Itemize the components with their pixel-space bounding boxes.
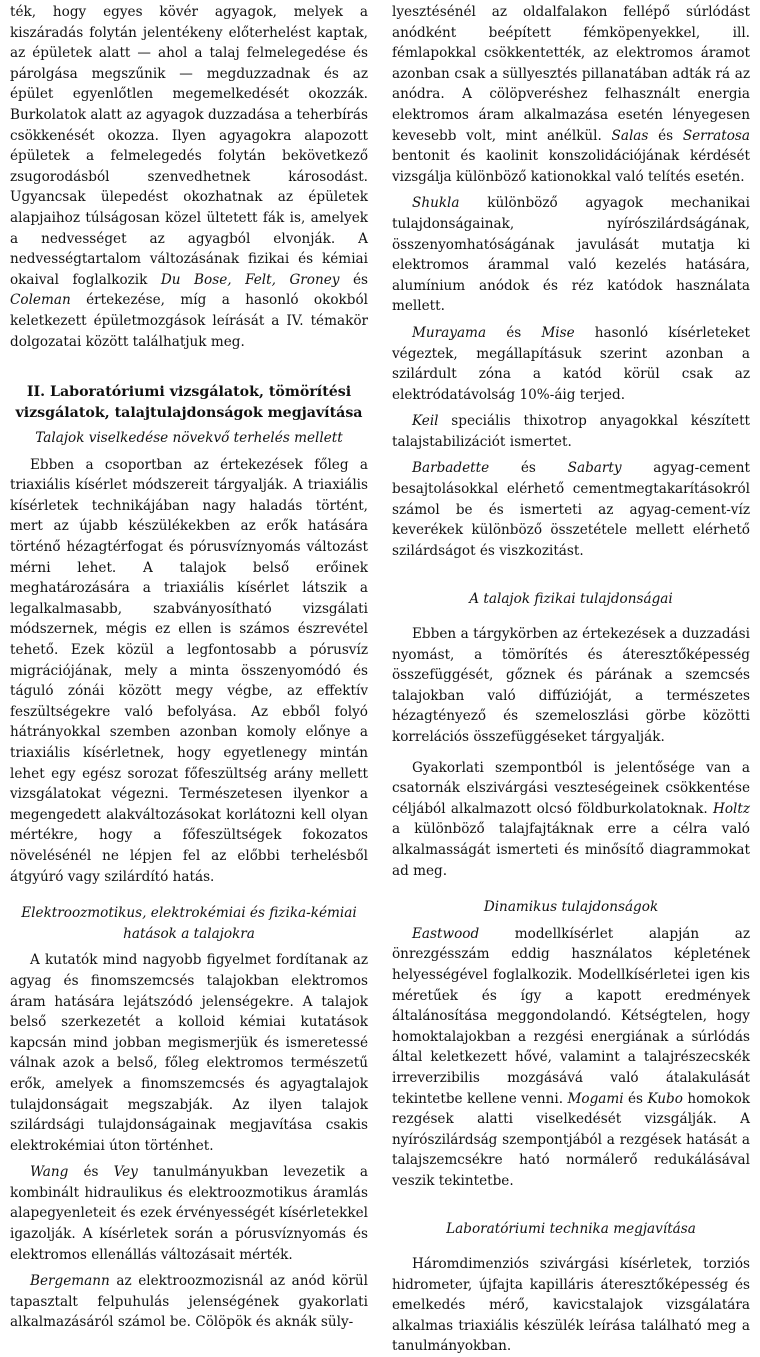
subsection-title: Dinamikus tulajdonságok <box>483 899 659 916</box>
subsection-title: Laboratóriumi technika megjavítása <box>446 1221 696 1238</box>
paragraph: A kutatók mind nagyobb figyelmet fordítanak az agyag és finomszemcsés talajokban elektromos áram hatására lejátszódó jelenségekre. A talajok belső szerkezetét a kolloid kémiai kutatások kapcsán mind jobban megismerjük és ismeretessé válnak azok a belső, főleg elektromos természetű erők, amelyek a finomszemcsés és agyagtalajok tulajdonságait megszabják. Az ilyen talajok szilárdsági tulajdonságainak megjavítása csakis elektrokémiai úton történhet. <box>10 952 368 1154</box>
paragraph: Ebben a csoportban az értekezések főleg a triaxiális kísérlet módszereit tárgyalják. A triaxiális kísérletek technikájában nagy haladás történt, mert az újabb készülékekben az erők hatására történő hézagtérfogat és pórusvíznyomás változást mérni lehet. A talajok belső erőinek meghatározására a triaxiális kísérlet látszik a legalkalmasabb, szabványosítható vizsgálati módszernek, mégis ez ellen is számos észrevétel tehető. Ezek közül a legfontosabb a pórusvíz migrációjának, mely a minta összenyomódó és táguló zónái között megy végbe, az effektív feszültségekre való befolyása. Az ebből folyó hátrányokkal szemben azonban komoly előnye a triaxiális kísérletnek, hogy egyetlenegy mintán lehet egy egész sorozat főfeszültség arány mellett vizsgálatokat végezni. Természetesen ilyenkor a megengedett alakváltozásokat korlátozni kell olyan mértékre, hogy a főfeszültségek fokozatos növelésénél ne lépjen fel az előbbi terhelésből átgyúró vagy szilárdító hatás. <box>10 456 368 885</box>
paragraph: ték, hogy egyes kövér agyagok, melyek a kiszáradás folytán jelentékeny előterhelést kaptak, az épületek alatt — ahol a talaj felmelegedése és párolgása megszűnik — megduzzadnak és az épület egyenlőtlen megemelkedését okozzák. Burkolatok alatt az agyagok duzzadása a teherbírás csökkenését okozza. Ilyen agyagokra alapozott épületek a felmelegedés folytán bekövetkező zsugorodásból szenvedhetnek károsodást. Ugyancsak ülepedést okozhatnak az épületek alapjaihoz túlságosan közel ültetett fák is, amelyek a nedvességet az agyagból elvonják. A nedvességtartalom változásának fizikai és kémiai okaival foglalkozik Du Bose, Felt, Groney és Coleman értekezése, míg a hasonló okokból keletkezett épületmozgások leírását a IV. témakör dolgozatai között találhatjuk meg. <box>10 4 368 350</box>
left-column <box>10 2 368 1333</box>
subsection-title: A talajok fizikai tulajdonságai <box>469 591 673 608</box>
paragraph: Háromdimenziós szivárgási kísérletek, torziós hidrometer, újfajta kapilláris áteresztőképesség és emelkedés mérő, kavicstalajok vizsgálatára alkalmas triaxiális készülék leírása található meg a tanulmányokban. <box>392 1256 750 1355</box>
paragraph: Bergemann az elektroozmozisnál az anód körül tapasztalt felpuhulás jelenségének gyakorlati alkalmazásáról számol be. Cölöpök és aknák süly- <box>10 1273 368 1331</box>
paragraph: Eastwood modellkísérlet alapján az önrezgésszám eddig használatos képletének helyességével foglalkozik. Modellkísérletei igen kis méretűek és így a kapott eredmények általánosítása meggondolandó. Kétségtelen, hogy homoktalajokban a rezgési energiának a súrlódás által keletkezett hővé, valamint a talajrészecskék irreverzibilis mozgásává való átalakulását tekintetbe kellene venni. Mogami és Kubo homokok rezgések alatti viselkedését vizsgálják. A nyírószilárdság szempontjából a rezgések hatását a talajszemcsékre ható normálerő redukálásával veszik tekintetbe. <box>392 925 750 1189</box>
subsection-title: Talajok viselkedése növekvő terhelés mellett <box>35 430 343 447</box>
paragraph: Shukla különböző agyagok mechanikai tulajdonságainak, nyírószilárdságának, összenyomhatóságának javulását mutatja ki elektromos árammal való kezelés hatására, alumínium anódok és réz katódok használata mellett. <box>392 195 750 315</box>
paragraph: lyesztésénél az oldalfalakon fellépő súrlódást anódként beépített fémköpenyekkel, ill. fémlapokkal csökkentették, az elektromos áramot azonban csak a süllyesztés pillanatában adták rá az anódra. A cölöpveréshez felhasznált energia elektromos áram alkalmazása esetén lényegesen kevesebb volt, mint anélkül. Salas és Serratosa bentonit és kaolinit konszolidációjának kérdését vizsgálja különböző kationokkal való telítés esetén. <box>392 4 750 185</box>
subsection-title: Elektroozmotikus, elektrokémiai és fizika-kémiai hatások a talajokra <box>21 905 357 942</box>
paragraph: Gyakorlati szempontból is jelentősége van a csatornák elszivárgási veszteségeinek csökkentése céljából alkalmazott olcsó földburkolatoknak. Holtz a különböző talajfajtáknak erre a célra való alkalmasságát ismerteti és minősítő diagrammokat ad meg. <box>392 759 750 879</box>
paragraph: Ebben a tárgykörben az értekezések a duzzadási nyomást, a tömörítés és áteresztőképesség összefüggését, gőznek és párának a szemcsés talajokban való diffúzióját, a természetes hézagtényező és szemeloszlási görbe közötti korrelációs összefüggéseket tárgyalják. <box>392 626 750 745</box>
paragraph: Barbadette és Sabarty agyag-cement besajtolásokkal elérhető cementmegtakarításokról számol be és ismerteti az agyag-cement-víz keverékek különböző összetétele mellett elérhető szilárdságot és viszkozitást. <box>392 460 750 559</box>
paragraph: Keil speciális thixotrop anyagokkal készített talajstabilizációt ismertet. <box>392 413 750 450</box>
right-column <box>392 2 750 1357</box>
paragraph: Murayama és Mise hasonló kísérleteket végeztek, megállapításuk szerint azonban a szilárdult zóna a katód körül csak az elektródatávolság 10%-áig terjed. <box>392 324 750 403</box>
section-title: II. Laboratóriumi vizsgálatok, tömörítési vizsgálatok, talajtulajdonságok megjavítása <box>15 384 363 422</box>
paragraph: Wang és Vey tanulmányukban levezetik a kombinált hidraulikus és elektroozmotikus áramlás alapegyenleteit és ezek érvényességét kísérletekkel igazolják. A kísérletek során a pórusvíznyomás és elektromos ellenállás változásait mérték. <box>10 1164 368 1263</box>
